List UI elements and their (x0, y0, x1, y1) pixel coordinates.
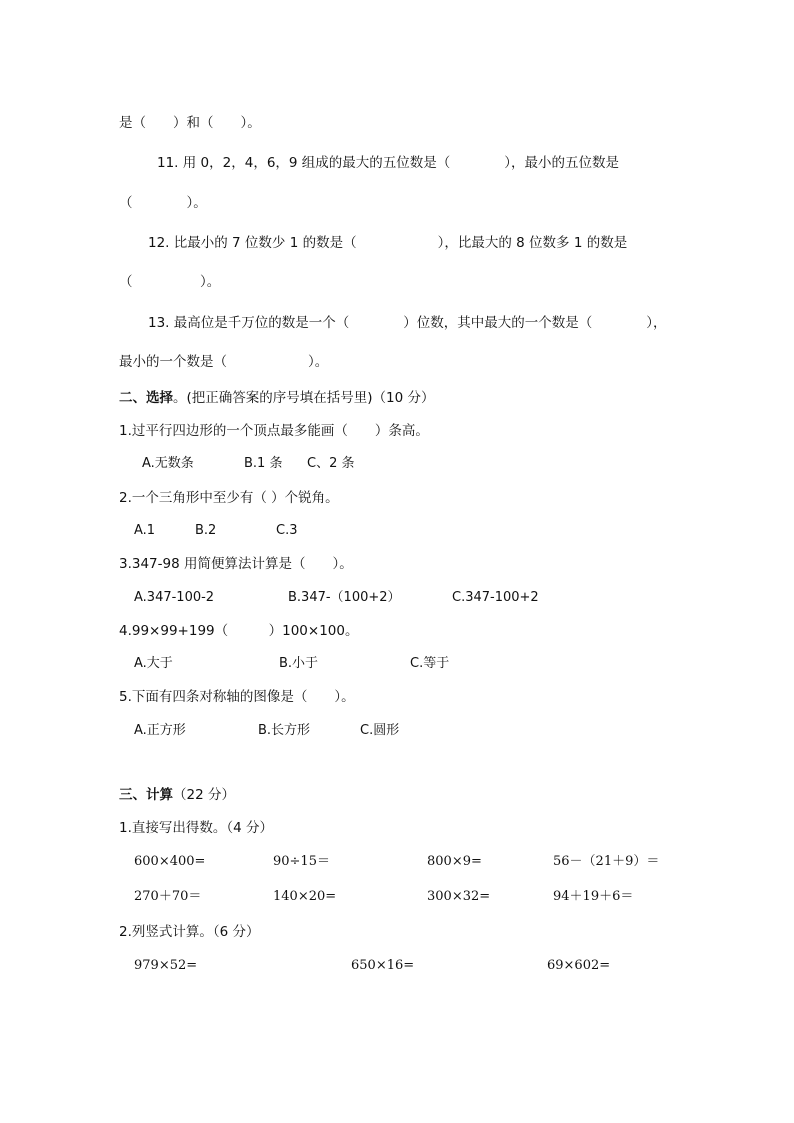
question-11-line1: 11. 用 0，2，4，6，9 组成的最大的五位数是（ ），最小的五位数是 (157, 155, 620, 171)
choice-3-option-c: C.347-100+2 (452, 590, 539, 605)
calc-item: 300×32= (427, 889, 491, 904)
choice-question-4: 4.99×99+199（ ）100×100。 (119, 623, 359, 639)
choice-3-option-b: B.347-（100+2） (288, 590, 401, 605)
calc-item: 56－（21＋9）＝ (553, 854, 660, 869)
fill-prev-end: 是（ ）和（ ）。 (119, 115, 261, 131)
vertical-calc-item: 650×16= (351, 958, 415, 973)
choice-question-2: 2.一个三角形中至少有（ ）个锐角。 (119, 490, 339, 506)
question-12-line2: （ ）。 (119, 274, 221, 290)
calc-part-1-title: 1.直接写出得数。（4 分） (119, 820, 274, 836)
choice-5-option-a: A.正方形 (134, 723, 186, 738)
choice-question-1: 1.过平行四边形的一个顶点最多能画（ ）条高。 (119, 423, 429, 439)
question-13-line1: 13. 最高位是千万位的数是一个（ ）位数，其中最大的一个数是（ ）， (148, 315, 667, 331)
choice-question-5: 5.下面有四条对称轴的图像是（ ）。 (119, 689, 355, 705)
calc-item: 90÷15＝ (273, 854, 330, 869)
section-3-heading (119, 786, 235, 804)
choice-4-option-c: C.等于 (410, 656, 450, 671)
section-2-title: 二、选择 (119, 390, 173, 406)
choice-1-option-c: C、2 条 (307, 456, 355, 471)
calc-part-2-title: 2.列竖式计算。（6 分） (119, 924, 260, 940)
choice-4-option-a: A.大于 (134, 656, 173, 671)
section-2-note: 。(把正确答案的序号填在括号里)（10 分） (173, 390, 435, 406)
calc-item: 270＋70＝ (134, 889, 202, 904)
choice-1-option-a: A.无数条 (142, 456, 194, 471)
section-3-note: （22 分） (173, 787, 235, 803)
section-3-title: 三、计算 (119, 787, 173, 803)
choice-4-option-b: B.小于 (279, 656, 319, 671)
vertical-calc-item: 69×602= (547, 958, 611, 973)
calc-item: 800×9= (427, 854, 482, 869)
choice-question-3: 3.347-98 用简便算法计算是（ ）。 (119, 556, 353, 572)
calc-item: 94＋19＋6＝ (553, 889, 634, 904)
choice-5-option-c: C.圆形 (360, 723, 400, 738)
question-13-line2: 最小的一个数是（ ）。 (119, 354, 329, 370)
choice-3-option-a: A.347-100-2 (134, 590, 215, 605)
choice-2-option-c: C.3 (276, 523, 298, 538)
question-12-line1: 12. 比最小的 7 位数少 1 的数是（ ），比最大的 8 位数多 1 的数是 (148, 235, 628, 251)
question-11-line2: （ ）。 (119, 195, 207, 211)
choice-5-option-b: B.长方形 (258, 723, 311, 738)
section-2-heading (119, 389, 435, 407)
choice-2-option-a: A.1 (134, 523, 156, 538)
choice-1-option-b: B.1 条 (244, 456, 283, 471)
choice-2-option-b: B.2 (195, 523, 217, 538)
vertical-calc-item: 979×52= (134, 958, 198, 973)
calc-item: 140×20= (273, 889, 337, 904)
calc-item: 600×400= (134, 854, 206, 869)
